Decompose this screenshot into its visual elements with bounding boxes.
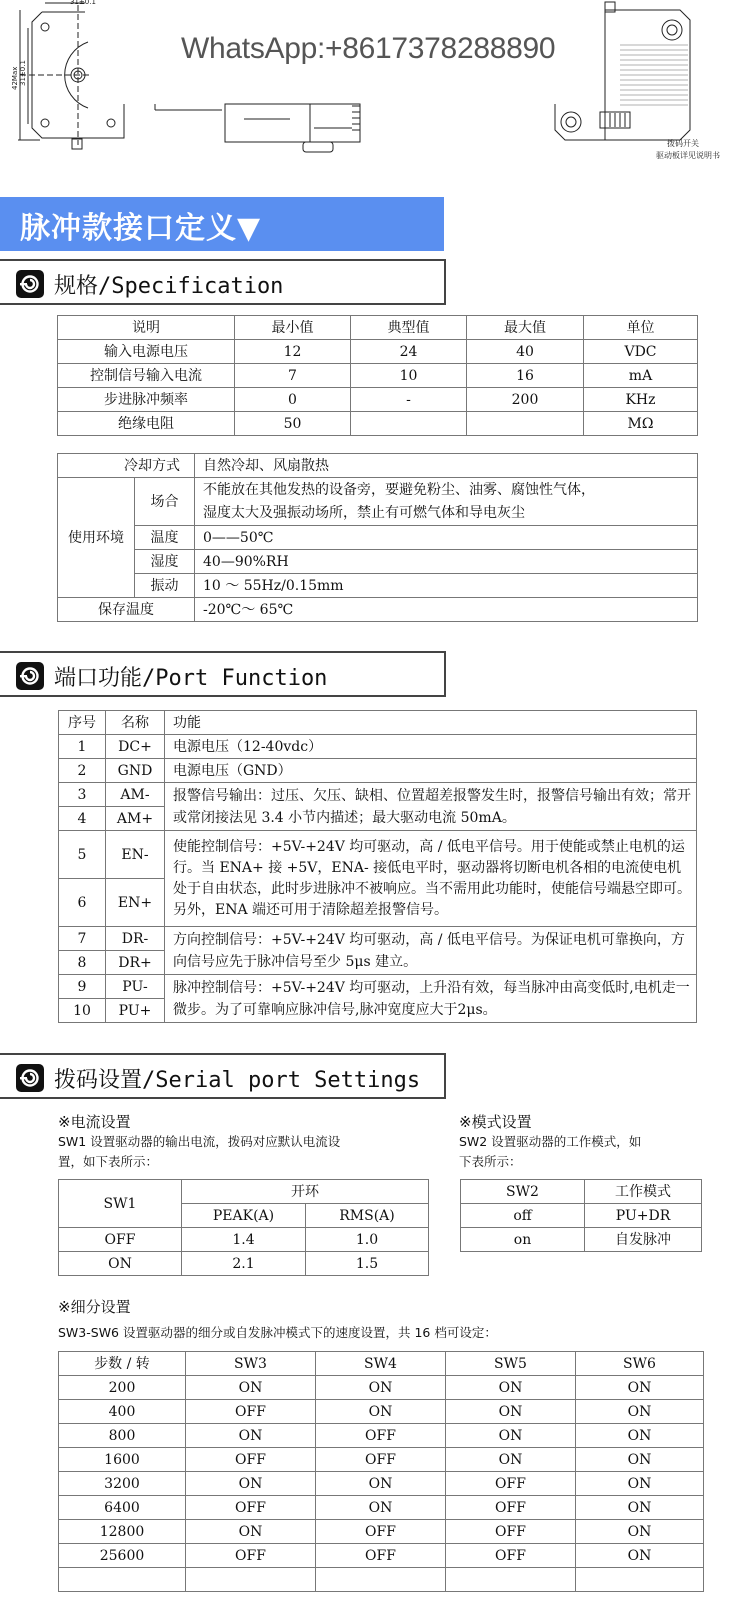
cell: KHz <box>584 388 698 412</box>
cell: ON <box>576 1520 704 1544</box>
port-name: DR- <box>106 927 165 951</box>
cell: 12 <box>235 340 351 364</box>
table-row <box>58 574 698 598</box>
dim-height: 42Max <box>11 66 19 90</box>
table-row <box>461 1228 702 1252</box>
cell: OFF <box>316 1520 446 1544</box>
col-header: 工作模式 <box>585 1180 702 1204</box>
cell: 1.4 <box>182 1228 306 1252</box>
storage-value: -20℃～ 65℃ <box>195 598 698 622</box>
cell: 12800 <box>59 1520 186 1544</box>
col-header: 功能 <box>165 711 697 735</box>
port-function: 使能控制信号：+5V-+24V 均可驱动，高 / 低电平信号。用于使能或禁止电机的运行。当 ENA+ 接 +5V，ENA- 接低电平时，驱动器将切断电机各相的电流使电机处于自由状态，此时步进脉冲不被响应。当不需用此功能时，使能信号端悬空即可。另外，ENA 端还可用于清除超差报警信号。 <box>165 831 697 927</box>
dip-title: 拨码设置/Serial port Settings <box>54 1068 421 1093</box>
cell: 2.1 <box>182 1252 306 1276</box>
table-row <box>59 927 697 951</box>
port-no: 7 <box>59 927 106 951</box>
table-row <box>59 735 697 759</box>
table-row <box>59 975 697 999</box>
col-header: RMS(A) <box>306 1204 429 1228</box>
cell: on <box>461 1228 585 1252</box>
col-header: SW3 <box>186 1352 316 1376</box>
cell: OFF <box>316 1448 446 1472</box>
port-no: 9 <box>59 975 106 999</box>
table-row <box>59 1544 704 1568</box>
cell: 控制信号输入电流 <box>58 364 235 388</box>
col-header: 序号 <box>59 711 106 735</box>
col-header: SW1 <box>59 1180 182 1228</box>
cell: 400 <box>59 1400 186 1424</box>
table-row <box>58 478 698 526</box>
cell: ON <box>316 1400 446 1424</box>
cell: ON <box>576 1472 704 1496</box>
env-sub-label: 温度 <box>135 526 195 550</box>
dim-hole-pitch: 31±0.1 <box>19 60 27 86</box>
cell: 200 <box>59 1376 186 1400</box>
table-row <box>59 1520 704 1544</box>
table-row <box>59 1400 704 1424</box>
cell: 200 <box>467 388 584 412</box>
table-row <box>58 388 698 412</box>
port-no: 6 <box>59 879 106 927</box>
table-row <box>461 1204 702 1228</box>
cell: 16 <box>467 364 584 388</box>
mode-setting-title: ※模式设置 <box>459 1113 532 1131</box>
microstep-desc: SW3-SW6 设置驱动器的细分或自发脉冲模式下的速度设置，共 16 档可设定： <box>58 1325 497 1340</box>
cell: 3200 <box>59 1472 186 1496</box>
cell: 25600 <box>59 1544 186 1568</box>
port-name: EN- <box>106 831 165 879</box>
cooling-value: 自然冷却、风扇散热 <box>195 454 698 478</box>
port-name: AM+ <box>106 807 165 831</box>
port-no: 4 <box>59 807 106 831</box>
env-value: 0——50℃ <box>195 526 698 550</box>
desc-line: SW1 设置驱动器的输出电流，拨码对应默认电流设 <box>58 1134 341 1149</box>
cell: ON <box>186 1472 316 1496</box>
cell: OFF <box>446 1472 576 1496</box>
table-row <box>59 1424 704 1448</box>
section-banner <box>0 197 444 251</box>
cell <box>467 412 584 436</box>
cell: 6400 <box>59 1496 186 1520</box>
col-header: 步数 / 转 <box>59 1352 186 1376</box>
table-row <box>59 1472 704 1496</box>
table-row <box>59 1496 704 1520</box>
cell: ON <box>316 1472 446 1496</box>
desc-line: SW2 设置驱动器的工作模式，如 <box>459 1134 642 1149</box>
cell: PU+DR <box>585 1204 702 1228</box>
cell: ON <box>186 1520 316 1544</box>
cell: OFF <box>186 1496 316 1520</box>
table-row <box>58 598 698 622</box>
cell: off <box>461 1204 585 1228</box>
port-no: 8 <box>59 951 106 975</box>
desc-line: 置，如下表所示： <box>58 1154 159 1169</box>
cell: ON <box>576 1496 704 1520</box>
port-table <box>58 710 697 1023</box>
spec-table <box>57 315 698 436</box>
mode-setting-desc <box>459 1132 641 1172</box>
cell: OFF <box>186 1400 316 1424</box>
table-row <box>59 1568 704 1592</box>
table-row <box>59 1228 429 1252</box>
table-header-row <box>461 1180 702 1204</box>
cell: ON <box>446 1400 576 1424</box>
cell: ON <box>446 1448 576 1472</box>
env-sub-label: 场合 <box>135 478 195 526</box>
mode-table <box>460 1179 702 1252</box>
env-value: 40—90%RH <box>195 550 698 574</box>
port-name: GND <box>106 759 165 783</box>
port-function: 报警信号输出：过压、欠压、缺相、位置超差报警发生时，报警信号输出有效；常开或常闭接法见 3.4 小节内描述；最大驱动电流 50mA。 <box>165 783 697 831</box>
dip-section-header <box>0 1053 446 1099</box>
cell: ON <box>316 1376 446 1400</box>
table-row <box>59 1376 704 1400</box>
port-no: 10 <box>59 999 106 1023</box>
env-value: 10 ～ 55Hz/0.15mm <box>195 574 698 598</box>
cell: 1.0 <box>306 1228 429 1252</box>
callout-dip-switch: 拨码开关 <box>667 139 699 148</box>
microstep-title: ※细分设置 <box>58 1298 131 1316</box>
table-header-row <box>59 1352 704 1376</box>
port-no: 5 <box>59 831 106 879</box>
cell: VDC <box>584 340 698 364</box>
port-name: EN+ <box>106 879 165 927</box>
cell <box>351 412 467 436</box>
port-no: 1 <box>59 735 106 759</box>
cell: OFF <box>59 1228 182 1252</box>
col-header: 单位 <box>584 316 698 340</box>
port-name: AM- <box>106 783 165 807</box>
col-header: SW5 <box>446 1352 576 1376</box>
table-header-row <box>59 711 697 735</box>
env-sub-label: 湿度 <box>135 550 195 574</box>
whatsapp-watermark: WhatsApp:+8617378288890 <box>175 30 561 68</box>
cell: 输入电源电压 <box>58 340 235 364</box>
current-table <box>58 1179 429 1276</box>
spec-title: 规格/Specification <box>54 274 284 299</box>
cell: 绝缘电阻 <box>58 412 235 436</box>
microstep-table <box>58 1351 704 1592</box>
table-row <box>58 454 698 478</box>
dim-top: 31±0.1 <box>70 0 96 6</box>
port-no: 3 <box>59 783 106 807</box>
banner-title: 脉冲款接口定义▼ <box>20 211 262 246</box>
cell: 50 <box>235 412 351 436</box>
env-value-line: 不能放在其他发热的设备旁，要避免粉尘、油雾、腐蚀性气体， <box>203 482 595 498</box>
motor-dimension-drawing <box>0 0 750 170</box>
port-name: PU- <box>106 975 165 999</box>
table-row <box>58 340 698 364</box>
cell: ON <box>59 1252 182 1276</box>
cell: ON <box>576 1448 704 1472</box>
port-name: DR+ <box>106 951 165 975</box>
env-label: 使用环境 <box>58 478 135 598</box>
col-header: SW6 <box>576 1352 704 1376</box>
cell: OFF <box>446 1520 576 1544</box>
table-row <box>58 550 698 574</box>
env-value-line: 湿度太大及强振动场所，禁止有可燃气体和导电灰尘 <box>203 505 525 521</box>
table-row <box>59 783 697 807</box>
cell: 40 <box>467 340 584 364</box>
cell: OFF <box>316 1424 446 1448</box>
col-header: PEAK(A) <box>182 1204 306 1228</box>
target-icon <box>16 270 44 298</box>
cell: 1600 <box>59 1448 186 1472</box>
col-header: 说明 <box>58 316 235 340</box>
port-no: 2 <box>59 759 106 783</box>
cell: ON <box>186 1376 316 1400</box>
cell: - <box>351 388 467 412</box>
cell: ON <box>576 1400 704 1424</box>
table-row <box>58 412 698 436</box>
cooling-label: 冷却方式 <box>58 454 195 478</box>
col-header: SW2 <box>461 1180 585 1204</box>
col-header: 最小值 <box>235 316 351 340</box>
cell: ON <box>576 1544 704 1568</box>
cell: ON <box>446 1376 576 1400</box>
table-row <box>58 364 698 388</box>
col-header: 最大值 <box>467 316 584 340</box>
table-row <box>58 526 698 550</box>
cell: OFF <box>316 1544 446 1568</box>
callout-driver-board: 驱动板详见说明书 <box>656 151 720 160</box>
env-sub-label: 振动 <box>135 574 195 598</box>
port-function: 电源电压（12-40vdc） <box>165 735 697 759</box>
desc-line: 下表所示： <box>459 1154 522 1169</box>
environment-table <box>57 453 698 622</box>
col-header: 名称 <box>106 711 165 735</box>
cell: 0 <box>235 388 351 412</box>
cell: 800 <box>59 1424 186 1448</box>
cell: 10 <box>351 364 467 388</box>
cell: 步进脉冲频率 <box>58 388 235 412</box>
table-row <box>59 1448 704 1472</box>
table-row <box>59 759 697 783</box>
motor-outline-drawing <box>0 0 750 170</box>
cell: ON <box>576 1424 704 1448</box>
current-setting-desc <box>58 1132 340 1172</box>
storage-label: 保存温度 <box>58 598 195 622</box>
port-name: PU+ <box>106 999 165 1023</box>
port-section-header <box>0 651 446 697</box>
port-function: 脉冲控制信号：+5V-+24V 均可驱动，上升沿有效，每当脉冲由高变低时,电机走一微步。为了可靠响应脉冲信号,脉冲宽度应大于2μs。 <box>165 975 697 1023</box>
cell: ON <box>316 1496 446 1520</box>
cell: 7 <box>235 364 351 388</box>
target-icon <box>16 1064 44 1092</box>
current-setting-title: ※电流设置 <box>58 1113 131 1131</box>
col-header: SW4 <box>316 1352 446 1376</box>
cell: mA <box>584 364 698 388</box>
cell: 24 <box>351 340 467 364</box>
cell: 1.5 <box>306 1252 429 1276</box>
table-header-row <box>58 316 698 340</box>
port-title: 端口功能/Port Function <box>54 666 328 691</box>
cell: ON <box>446 1424 576 1448</box>
port-name: DC+ <box>106 735 165 759</box>
port-function: 方向控制信号：+5V-+24V 均可驱动，高 / 低电平信号。为保证电机可靠换向，方向信号应先于脉冲信号至少 5μs 建立。 <box>165 927 697 975</box>
table-row <box>59 1252 429 1276</box>
col-group-header: 开环 <box>182 1180 429 1204</box>
col-header: 典型值 <box>351 316 467 340</box>
cell: ON <box>576 1376 704 1400</box>
cell: OFF <box>446 1496 576 1520</box>
table-header-row <box>59 1180 429 1204</box>
spec-section-header <box>0 259 446 305</box>
cell: OFF <box>446 1544 576 1568</box>
port-function: 电源电压（GND） <box>165 759 697 783</box>
cell: 自发脉冲 <box>585 1228 702 1252</box>
env-value <box>195 478 698 526</box>
cell: ON <box>186 1424 316 1448</box>
cell: OFF <box>186 1448 316 1472</box>
cell: MΩ <box>584 412 698 436</box>
table-row <box>59 831 697 879</box>
target-icon <box>16 662 44 690</box>
cell: OFF <box>186 1544 316 1568</box>
